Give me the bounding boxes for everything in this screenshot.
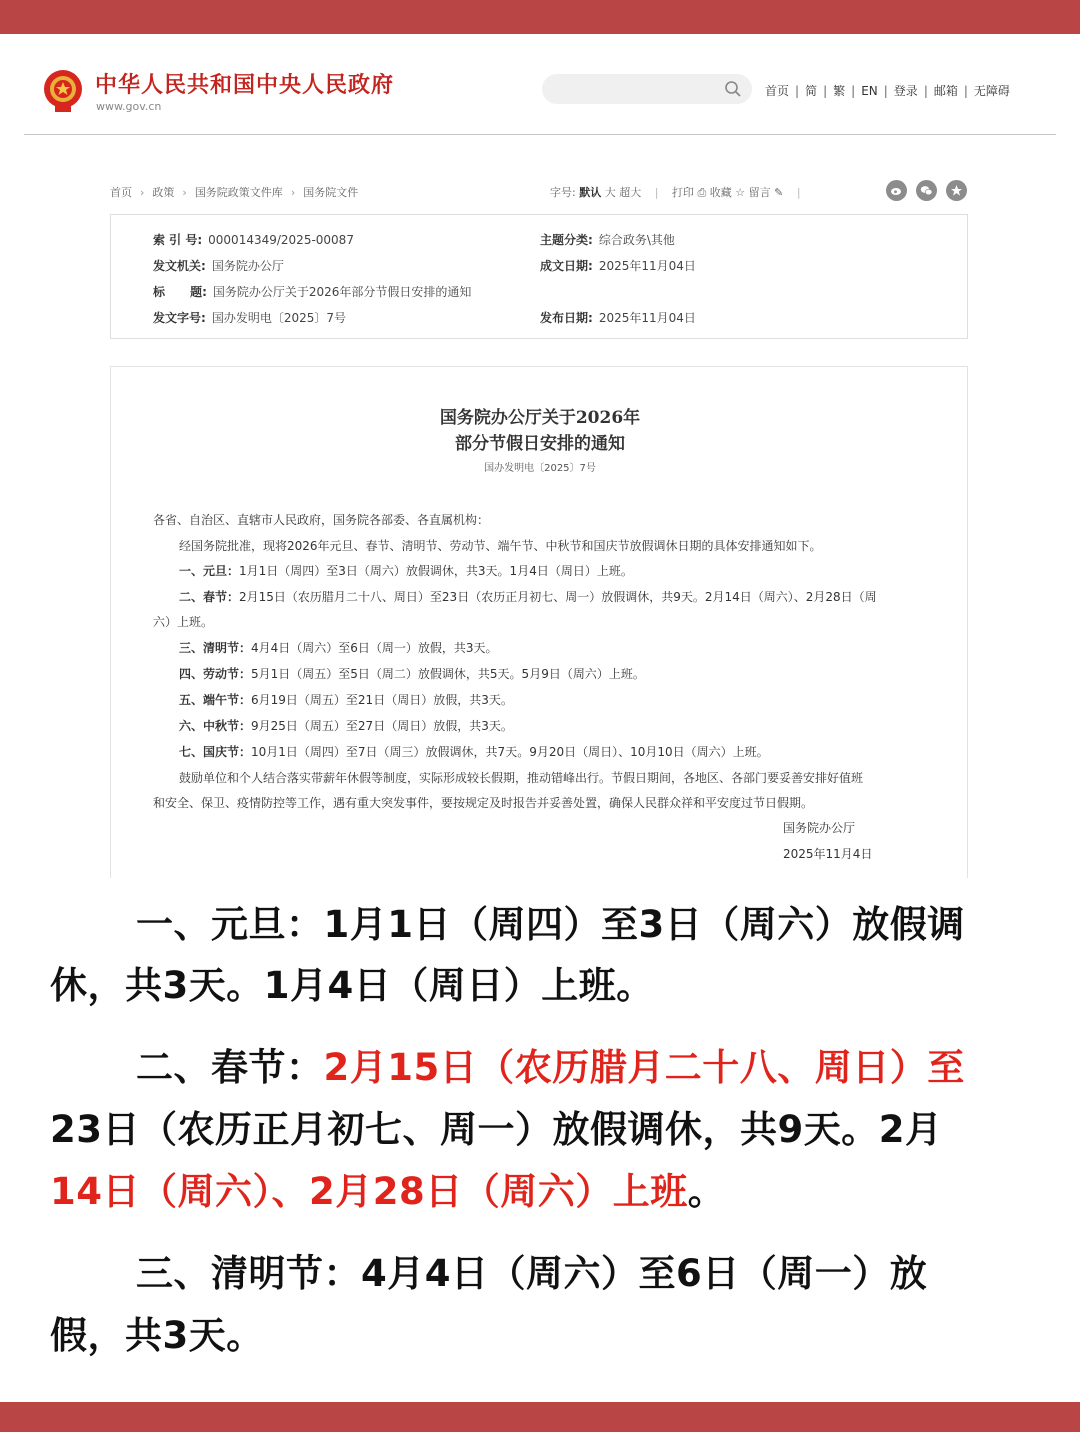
document-item xyxy=(179,588,877,605)
item-body: 2月15日（农历腊月二十八、周日）至23日（农历正月初七、周一）放假调休，共9天。2月14日（周六）、2月28日（周 xyxy=(239,590,877,604)
item-body: 六）上班。 xyxy=(153,615,214,629)
search-input[interactable] xyxy=(542,74,752,104)
overlay-line: 一、元旦：1月1日（周四）至3日（周六）放假调 xyxy=(136,903,965,946)
meta-written-label: 成文日期: xyxy=(540,259,593,273)
meta-category xyxy=(540,231,675,248)
national-emblem-icon xyxy=(42,68,84,114)
header-divider xyxy=(24,134,1056,135)
chevron-right-icon: › xyxy=(290,186,296,199)
item-head: 七、国庆节： xyxy=(179,745,252,759)
tool-divider: | xyxy=(796,186,801,199)
item-head: 四、劳动节： xyxy=(179,667,252,681)
weibo-icon[interactable] xyxy=(886,180,907,201)
meta-index-label: 索 引 号: xyxy=(153,233,203,247)
document-date: 2025年11月4日 xyxy=(783,847,873,861)
meta-index-value: 000014349/2025-00087 xyxy=(208,233,354,247)
overlay-highlight-line: 23日（农历正月初七、周一）放假调休，共9天。2月 xyxy=(50,1108,943,1151)
page-tools xyxy=(550,184,811,200)
overlay-line xyxy=(50,1161,725,1215)
item-head: 二、春节： xyxy=(179,590,240,604)
chevron-right-icon: › xyxy=(182,186,187,199)
font-size-label: 字号: xyxy=(550,186,576,199)
item-body: 5月1日（周五）至5日（周二）放假调休，共5天。5月9日（周六）上班。 xyxy=(251,667,645,681)
meta-title-value: 国务院办公厅关于2026年部分节假日安排的通知 xyxy=(212,285,472,299)
document-item xyxy=(179,639,498,656)
item-head: 六、中秋节： xyxy=(179,719,252,733)
item-head: 一、元旦： xyxy=(179,564,240,578)
meta-issuer xyxy=(153,257,284,274)
item-body: 10月1日（周四）至7日（周三）放假调休，共7天。9月20日（周日）、10月10日（周六）上班。 xyxy=(251,745,769,759)
item-body: 6月19日（周五）至21日（周日）放假，共3天。 xyxy=(251,693,513,707)
nav-mail[interactable]: 邮箱 xyxy=(933,84,958,98)
nav-separator: | xyxy=(923,84,928,98)
document-item xyxy=(179,562,633,579)
font-xlarge-option[interactable]: 超大 xyxy=(619,186,642,199)
site-url: www.gov.cn xyxy=(96,100,162,113)
top-nav xyxy=(765,82,1010,99)
document-intro: 经国务院批准，现将2026年元旦、春节、清明节、劳动节、端午节、中秋节和国庆节放假调休日期的具体安排通知如下。 xyxy=(179,539,822,553)
nav-login[interactable]: 登录 xyxy=(893,84,918,98)
overlay-highlight: 2月15日（农历腊月二十八、周日）至 xyxy=(323,1046,965,1089)
document-title-line-1: 国务院办公厅关于2026年 xyxy=(439,408,641,428)
meta-doc-no-value: 国办发明电〔2025〕7号 xyxy=(211,311,346,325)
bottom-decor-band xyxy=(0,1402,1080,1432)
document-closing-2: 和安全、保卫、疫情防控等工作，遇有重大突发事件，要按规定及时报告并妥善处置，确保人民群众祥和平安度过节日假期。 xyxy=(153,796,814,810)
document-item xyxy=(179,743,769,760)
nav-separator: | xyxy=(823,84,828,98)
overlay-line: 假，共3天。 xyxy=(50,1314,264,1357)
meta-index xyxy=(153,231,354,248)
pencil-icon[interactable]: ✎ xyxy=(774,186,784,199)
document-metadata-card xyxy=(110,214,968,339)
comment-button[interactable]: 留言 xyxy=(748,186,771,199)
meta-doc-no xyxy=(153,309,346,326)
document-item xyxy=(179,717,513,734)
breadcrumb-home[interactable]: 首页 xyxy=(110,186,132,199)
document-salutation: 各省、自治区、直辖市人民政府，国务院各部委、各直属机构： xyxy=(153,513,490,527)
document-item xyxy=(179,665,645,682)
item-body: 9月25日（周五）至27日（周日）放假，共3天。 xyxy=(251,719,513,733)
breadcrumb-documents[interactable]: 国务院文件 xyxy=(303,186,359,199)
print-button[interactable]: 打印 xyxy=(671,186,694,199)
overlay-tail: 。 xyxy=(687,1170,726,1213)
star-outline-icon[interactable]: ☆ xyxy=(735,186,746,199)
overlay-line: 三、清明节：4月4日（周六）至6日（周一）放 xyxy=(136,1252,928,1295)
wechat-icon[interactable] xyxy=(916,180,937,201)
breadcrumb xyxy=(110,184,358,200)
nav-accessibility[interactable]: 无障碍 xyxy=(973,84,1010,98)
item-body: 4月4日（周六）至6日（周一）放假，共3天。 xyxy=(251,641,498,655)
item-head: 五、端午节： xyxy=(179,693,252,707)
meta-doc-no-label: 发文字号: xyxy=(153,311,206,325)
printer-icon[interactable]: ⎙ xyxy=(697,186,707,199)
meta-issuer-label: 发文机关: xyxy=(153,259,206,273)
nav-home[interactable]: 首页 xyxy=(765,84,790,98)
nav-separator: | xyxy=(883,84,888,98)
chevron-right-icon: › xyxy=(140,186,145,199)
tool-divider: | xyxy=(654,186,659,199)
overlay-line xyxy=(136,1037,965,1091)
document-title-line-2: 部分节假日安排的通知 xyxy=(455,434,625,454)
nav-traditional[interactable]: 繁 xyxy=(833,84,846,98)
meta-published-label: 发布日期: xyxy=(540,311,593,325)
meta-published-value: 2025年11月04日 xyxy=(598,311,696,325)
meta-published-date xyxy=(540,309,696,326)
nav-simplified[interactable]: 简 xyxy=(805,84,818,98)
item-head: 三、清明节： xyxy=(179,641,252,655)
nav-english[interactable]: EN xyxy=(861,84,878,98)
nav-separator: | xyxy=(795,84,800,98)
meta-written-value: 2025年11月04日 xyxy=(598,259,696,273)
top-decor-band xyxy=(0,0,1080,34)
meta-title xyxy=(153,283,471,300)
document-number: 国办发明电〔2025〕7号 xyxy=(484,463,596,474)
site-title[interactable]: 中华人民共和国中央人民政府 xyxy=(95,72,395,98)
search-icon[interactable] xyxy=(724,80,742,98)
share-icons xyxy=(886,180,967,201)
document-item-continuation xyxy=(153,613,213,630)
meta-title-label: 标 题: xyxy=(153,285,207,299)
breadcrumb-policy[interactable]: 政策 xyxy=(152,186,175,199)
document-closing-1: 鼓励单位和个人结合落实带薪年休假等制度，实际形成较长假期，推动错峰出行。节假日期间，各地区、各部门要妥善安排好值班 xyxy=(179,771,864,785)
font-default-option[interactable]: 默认 xyxy=(579,186,602,199)
star-icon[interactable] xyxy=(946,180,967,201)
favorite-button[interactable]: 收藏 xyxy=(709,186,732,199)
document-signature: 国务院办公厅 xyxy=(783,821,856,835)
meta-written-date xyxy=(540,257,696,274)
meta-category-label: 主题分类: xyxy=(540,233,593,247)
font-large-option[interactable]: 大 xyxy=(604,186,616,199)
meta-category-value: 综合政务\其他 xyxy=(598,233,675,247)
overlay-highlight: 14日（周六）、2月28日（周六）上班 xyxy=(50,1170,688,1213)
overlay-head: 二、春节： xyxy=(136,1046,324,1089)
document-body-card xyxy=(110,366,968,878)
item-body: 1月1日（周四）至3日（周六）放假调休，共3天。1月4日（周日）上班。 xyxy=(239,564,633,578)
meta-issuer-value: 国务院办公厅 xyxy=(211,259,284,273)
breadcrumb-library[interactable]: 国务院政策文件库 xyxy=(194,186,283,199)
nav-separator: | xyxy=(963,84,968,98)
overlay-line: 休，共3天。1月4日（周日）上班。 xyxy=(50,964,654,1007)
nav-separator: | xyxy=(851,84,856,98)
document-item xyxy=(179,691,513,708)
